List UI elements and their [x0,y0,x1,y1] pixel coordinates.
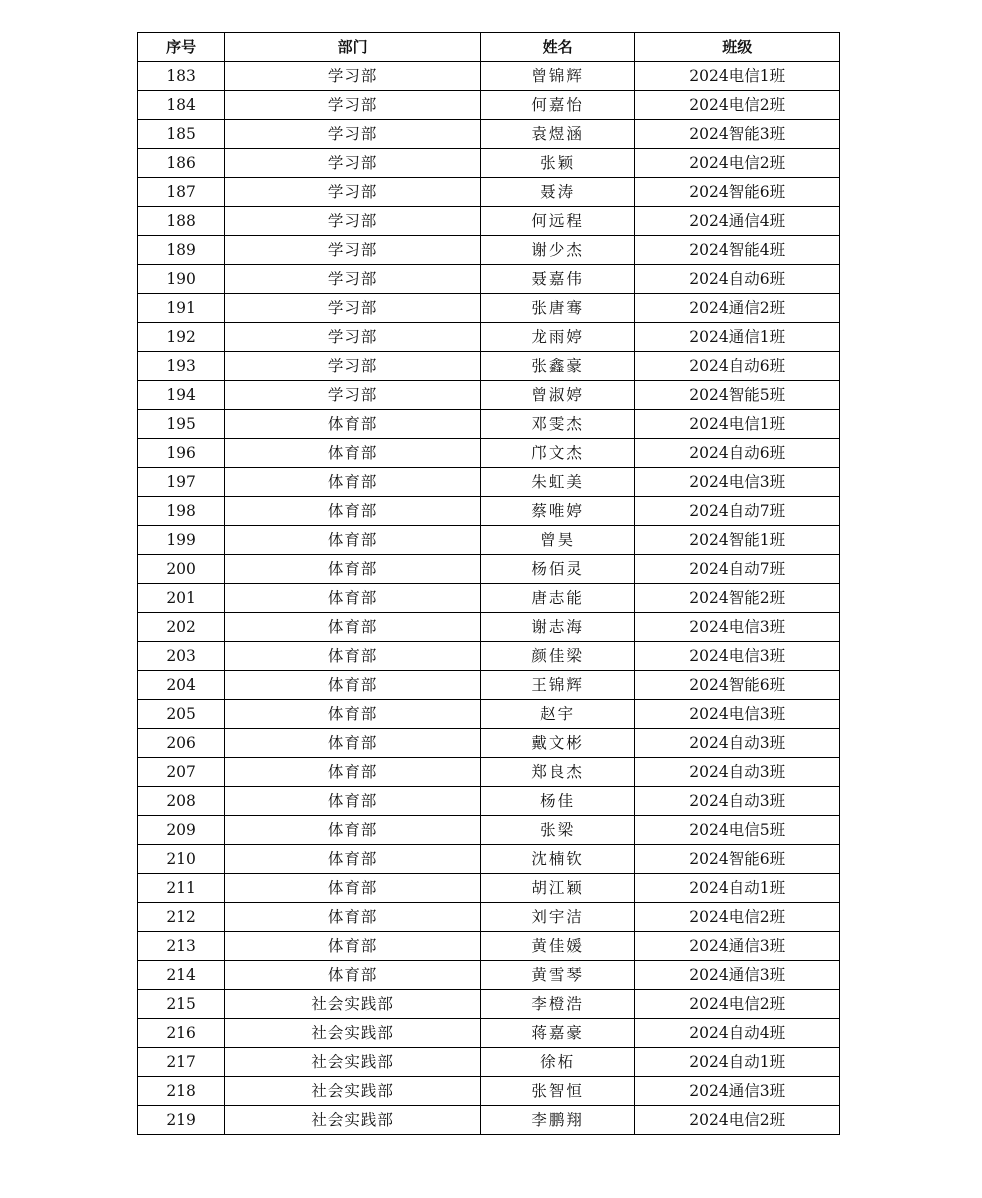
cell-class: 2024通信3班 [635,932,840,961]
table-row [138,990,840,1019]
table-row [138,903,840,932]
cell-class: 2024智能6班 [635,845,840,874]
cell-department: 体育部 [225,932,481,961]
cell-class: 2024电信3班 [635,642,840,671]
cell-index: 215 [138,990,225,1019]
cell-department: 学习部 [225,265,481,294]
cell-index: 211 [138,874,225,903]
cell-department: 体育部 [225,526,481,555]
table-row [138,207,840,236]
cell-department: 体育部 [225,584,481,613]
cell-name: 李鹏翔 [480,1106,634,1135]
cell-name: 张梁 [480,816,634,845]
cell-class: 2024电信2班 [635,1106,840,1135]
cell-class: 2024电信3班 [635,613,840,642]
cell-index: 184 [138,91,225,120]
cell-name: 聂嘉伟 [480,265,634,294]
cell-name: 徐柘 [480,1048,634,1077]
cell-class: 2024智能3班 [635,120,840,149]
cell-name: 谢少杰 [480,236,634,265]
table-row [138,1019,840,1048]
table-row [138,526,840,555]
cell-index: 187 [138,178,225,207]
cell-department: 学习部 [225,323,481,352]
cell-index: 191 [138,294,225,323]
cell-name: 李橙浩 [480,990,634,1019]
cell-class: 2024自动6班 [635,265,840,294]
cell-index: 200 [138,555,225,584]
cell-class: 2024智能6班 [635,671,840,700]
header-row [138,33,840,62]
cell-department: 学习部 [225,120,481,149]
cell-department: 体育部 [225,816,481,845]
table-row [138,410,840,439]
cell-name: 黄雪琴 [480,961,634,990]
header-name: 姓名 [480,33,634,62]
cell-index: 197 [138,468,225,497]
header-class: 班级 [635,33,840,62]
cell-name: 戴文彬 [480,729,634,758]
cell-class: 2024自动4班 [635,1019,840,1048]
table-row [138,1077,840,1106]
header-index: 序号 [138,33,225,62]
cell-department: 体育部 [225,555,481,584]
cell-name: 曾锦辉 [480,62,634,91]
cell-index: 199 [138,526,225,555]
cell-name: 沈楠钦 [480,845,634,874]
cell-class: 2024电信2班 [635,903,840,932]
cell-name: 张智恒 [480,1077,634,1106]
table-row [138,555,840,584]
cell-class: 2024电信2班 [635,149,840,178]
cell-index: 204 [138,671,225,700]
cell-department: 体育部 [225,787,481,816]
cell-name: 张颖 [480,149,634,178]
table-row [138,729,840,758]
cell-class: 2024自动7班 [635,555,840,584]
cell-index: 201 [138,584,225,613]
cell-department: 学习部 [225,62,481,91]
table-row [138,381,840,410]
cell-class: 2024智能5班 [635,381,840,410]
cell-index: 189 [138,236,225,265]
cell-index: 202 [138,613,225,642]
cell-index: 203 [138,642,225,671]
cell-department: 体育部 [225,961,481,990]
cell-index: 218 [138,1077,225,1106]
cell-department: 学习部 [225,352,481,381]
cell-class: 2024通信3班 [635,961,840,990]
cell-name: 胡江颖 [480,874,634,903]
cell-index: 214 [138,961,225,990]
cell-index: 192 [138,323,225,352]
cell-index: 195 [138,410,225,439]
cell-index: 208 [138,787,225,816]
table-header [138,33,840,62]
cell-name: 黄佳媛 [480,932,634,961]
cell-name: 曾淑婷 [480,381,634,410]
cell-class: 2024电信1班 [635,62,840,91]
cell-name: 张唐骞 [480,294,634,323]
cell-class: 2024通信1班 [635,323,840,352]
cell-department: 社会实践部 [225,1077,481,1106]
cell-index: 190 [138,265,225,294]
cell-class: 2024电信3班 [635,468,840,497]
cell-index: 198 [138,497,225,526]
cell-department: 体育部 [225,700,481,729]
cell-name: 何远程 [480,207,634,236]
cell-department: 学习部 [225,178,481,207]
cell-index: 183 [138,62,225,91]
table-row [138,352,840,381]
cell-class: 2024通信4班 [635,207,840,236]
cell-class: 2024自动7班 [635,497,840,526]
cell-department: 体育部 [225,410,481,439]
cell-class: 2024电信1班 [635,410,840,439]
table-row [138,497,840,526]
cell-name: 蔡唯婷 [480,497,634,526]
table-row [138,439,840,468]
cell-index: 213 [138,932,225,961]
cell-department: 学习部 [225,294,481,323]
table-row [138,265,840,294]
cell-index: 194 [138,381,225,410]
cell-class: 2024自动6班 [635,439,840,468]
cell-department: 体育部 [225,497,481,526]
cell-name: 谢志海 [480,613,634,642]
table-row [138,236,840,265]
cell-department: 学习部 [225,381,481,410]
cell-index: 207 [138,758,225,787]
cell-name: 唐志能 [480,584,634,613]
cell-class: 2024电信3班 [635,700,840,729]
cell-name: 杨佰灵 [480,555,634,584]
cell-index: 188 [138,207,225,236]
table-row [138,149,840,178]
cell-department: 学习部 [225,236,481,265]
cell-index: 193 [138,352,225,381]
table-row [138,294,840,323]
cell-class: 2024通信3班 [635,1077,840,1106]
cell-name: 蒋嘉豪 [480,1019,634,1048]
table-row [138,120,840,149]
table-row [138,816,840,845]
table-row [138,787,840,816]
cell-department: 体育部 [225,468,481,497]
cell-name: 聂涛 [480,178,634,207]
table-row [138,468,840,497]
roster-table [137,32,840,1135]
cell-name: 杨佳 [480,787,634,816]
cell-index: 210 [138,845,225,874]
cell-class: 2024通信2班 [635,294,840,323]
cell-class: 2024智能4班 [635,236,840,265]
cell-department: 体育部 [225,845,481,874]
table-row [138,178,840,207]
cell-index: 219 [138,1106,225,1135]
cell-index: 205 [138,700,225,729]
cell-index: 217 [138,1048,225,1077]
cell-name: 何嘉怡 [480,91,634,120]
cell-class: 2024智能1班 [635,526,840,555]
cell-index: 206 [138,729,225,758]
cell-index: 186 [138,149,225,178]
cell-department: 体育部 [225,903,481,932]
cell-department: 体育部 [225,613,481,642]
table-row [138,758,840,787]
table-row [138,642,840,671]
table-row [138,700,840,729]
table-body [138,62,840,1135]
cell-department: 体育部 [225,758,481,787]
table-row [138,932,840,961]
cell-name: 曾昊 [480,526,634,555]
cell-class: 2024智能2班 [635,584,840,613]
cell-class: 2024电信2班 [635,990,840,1019]
cell-department: 社会实践部 [225,990,481,1019]
cell-name: 龙雨婷 [480,323,634,352]
cell-class: 2024自动1班 [635,1048,840,1077]
cell-name: 邓雯杰 [480,410,634,439]
table-row [138,613,840,642]
table-row [138,62,840,91]
cell-index: 185 [138,120,225,149]
cell-class: 2024自动3班 [635,758,840,787]
cell-name: 郑良杰 [480,758,634,787]
cell-class: 2024自动3班 [635,787,840,816]
cell-department: 体育部 [225,642,481,671]
cell-department: 体育部 [225,439,481,468]
cell-class: 2024电信5班 [635,816,840,845]
cell-name: 王锦辉 [480,671,634,700]
header-department: 部门 [225,33,481,62]
cell-department: 体育部 [225,671,481,700]
cell-name: 刘宇洁 [480,903,634,932]
table-row [138,91,840,120]
table-row [138,874,840,903]
table-row [138,1106,840,1135]
cell-department: 社会实践部 [225,1106,481,1135]
cell-department: 体育部 [225,874,481,903]
cell-name: 张鑫豪 [480,352,634,381]
cell-class: 2024自动6班 [635,352,840,381]
cell-department: 体育部 [225,729,481,758]
cell-department: 学习部 [225,91,481,120]
cell-name: 邝文杰 [480,439,634,468]
cell-department: 社会实践部 [225,1019,481,1048]
cell-class: 2024智能6班 [635,178,840,207]
cell-department: 学习部 [225,149,481,178]
cell-name: 袁煜涵 [480,120,634,149]
table-row [138,584,840,613]
cell-class: 2024电信2班 [635,91,840,120]
table-row [138,323,840,352]
cell-index: 216 [138,1019,225,1048]
cell-department: 学习部 [225,207,481,236]
cell-index: 212 [138,903,225,932]
cell-name: 颜佳梁 [480,642,634,671]
cell-class: 2024自动3班 [635,729,840,758]
table-row [138,1048,840,1077]
cell-name: 赵宇 [480,700,634,729]
cell-department: 社会实践部 [225,1048,481,1077]
table-row [138,961,840,990]
table-row [138,845,840,874]
cell-index: 209 [138,816,225,845]
cell-class: 2024自动1班 [635,874,840,903]
table-row [138,671,840,700]
cell-index: 196 [138,439,225,468]
cell-name: 朱虹美 [480,468,634,497]
